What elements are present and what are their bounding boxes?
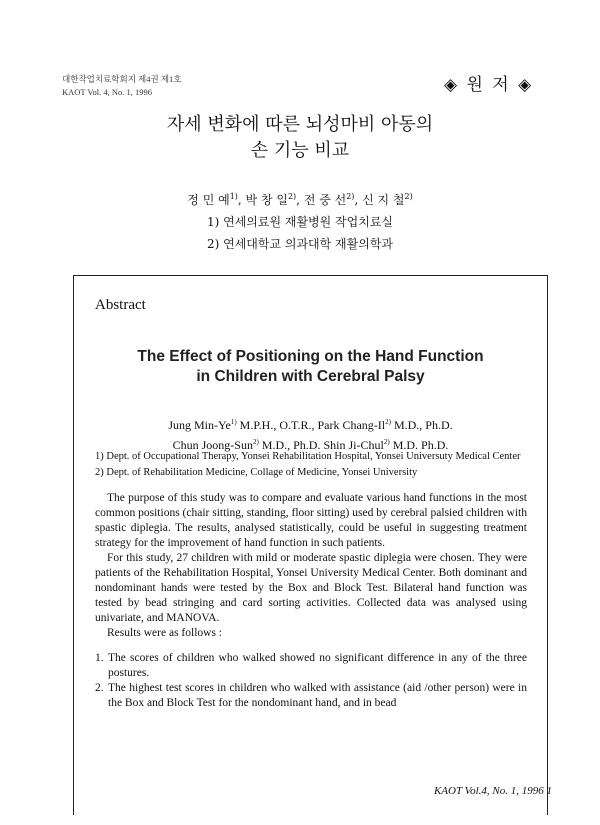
results-intro: Results were as follows : bbox=[107, 627, 222, 639]
journal-korean: 대한작업치료학회지 제4권 제1호 bbox=[62, 74, 182, 84]
english-authors bbox=[73, 414, 548, 454]
page-footer: KAOT Vol.4, No. 1, 1996 1 bbox=[433, 785, 552, 797]
abstract-heading: Abstract bbox=[95, 297, 146, 313]
author-name: Shin Ji-Chul bbox=[323, 438, 384, 452]
list-item-text: The scores of children who walked showed no significant difference in any of the three postures. bbox=[108, 652, 527, 679]
author-name: 정 민 예 bbox=[187, 193, 230, 207]
author-degree: M.D., Ph.D. bbox=[393, 418, 453, 432]
author-name: 신 지 철 bbox=[362, 193, 405, 207]
author-mark: 1) bbox=[229, 192, 238, 201]
list-item-number: 1. bbox=[95, 652, 104, 664]
korean-affiliation-2: 2) 연세대학교 의과대학 재활의학과 bbox=[206, 237, 394, 251]
journal-english: KAOT Vol. 4, No. 1, 1996 bbox=[62, 87, 152, 97]
list-item-number: 2. bbox=[95, 682, 104, 694]
english-authors-line-1 bbox=[73, 414, 548, 434]
category-badge: ◈ 원 저 ◈ bbox=[444, 75, 534, 95]
author-mark: 2) bbox=[404, 192, 413, 201]
korean-author-list: 정 민 예$^{1)}$, 박 창 일$^{2)}$, 전 중 선$^{2)}$, 신 지 철$^{2)}$ bbox=[187, 192, 413, 207]
journal-info bbox=[62, 73, 182, 99]
english-title-line-2: in Children with Cerebral Palsy bbox=[196, 368, 425, 385]
korean-authors-block bbox=[0, 186, 600, 255]
korean-title bbox=[0, 112, 600, 164]
korean-affiliation-1: 1) 연세의료원 재활병원 작업치료실 bbox=[206, 215, 394, 229]
author-degree: M.P.H., O.T.R., bbox=[239, 418, 315, 432]
author-mark: 2) bbox=[385, 418, 391, 426]
list-item bbox=[95, 651, 527, 681]
list-item-text: The highest test scores in children who walked with assistance (aid /other person) were in the Box and Block Test for the nondominant hand, and in bead bbox=[108, 682, 527, 709]
author-mark: 2) bbox=[287, 192, 297, 201]
english-affiliation-2: 2) Dept. of Rehabilitation Medicine, Collage of Medicine, Yonsei University bbox=[95, 467, 418, 478]
author-name: Park Chang-Il bbox=[317, 418, 386, 432]
korean-title-line-1: 자세 변화에 따른 뇌성마비 아동의 bbox=[166, 114, 434, 135]
abstract-body bbox=[95, 491, 527, 711]
english-affiliation-1: 1) Dept. of Occupational Therapy, Yonsei Rehabilitation Hospital, Yonsei Universuty Medical Center bbox=[95, 451, 521, 462]
author-mark: 1) bbox=[230, 418, 237, 426]
english-affiliations bbox=[95, 449, 520, 481]
author-degree: M.D., Ph.D. bbox=[261, 438, 321, 452]
author-mark: 2) bbox=[383, 438, 390, 446]
results-list bbox=[95, 651, 527, 711]
abstract-paragraph-methods: For this study, 27 children with mild or moderate spastic diplegia were chosen. They were patients of the Rehabilitation Hospital, Yonsei University Medical Center. Both dominant and nondominant hands were tested by the Box and Block Test. Bilateral hand function was tested by bead stringing and card sorting activities. Collected data was analysed using univariate, and MANOVA. bbox=[95, 552, 527, 624]
author-degree: M.D. Ph.D. bbox=[392, 438, 449, 452]
author-name: Chun Joong-Sun bbox=[172, 438, 253, 452]
author-name: 박 창 일 bbox=[245, 193, 288, 207]
korean-title-line-2: 손 기능 비교 bbox=[250, 140, 350, 161]
abstract-paragraph-purpose: The purpose of this study was to compare and evaluate various hand functions in the most common positions (chair sitting, standing, floor sitting) used by cerebral palsied children with spastic diplegia. The results, analysed statistically, could be useful in suggesting treatment strategy for the improvement of hand function in such patients. bbox=[95, 492, 527, 549]
english-title bbox=[73, 347, 548, 387]
author-mark: 2) bbox=[252, 438, 259, 446]
english-title-line-1: The Effect of Positioning on the Hand Function bbox=[137, 348, 484, 365]
author-mark: 2) bbox=[346, 192, 355, 201]
author-name: 전 중 선 bbox=[303, 193, 347, 207]
list-item bbox=[95, 681, 527, 711]
author-name: Jung Min-Ye bbox=[168, 418, 231, 432]
